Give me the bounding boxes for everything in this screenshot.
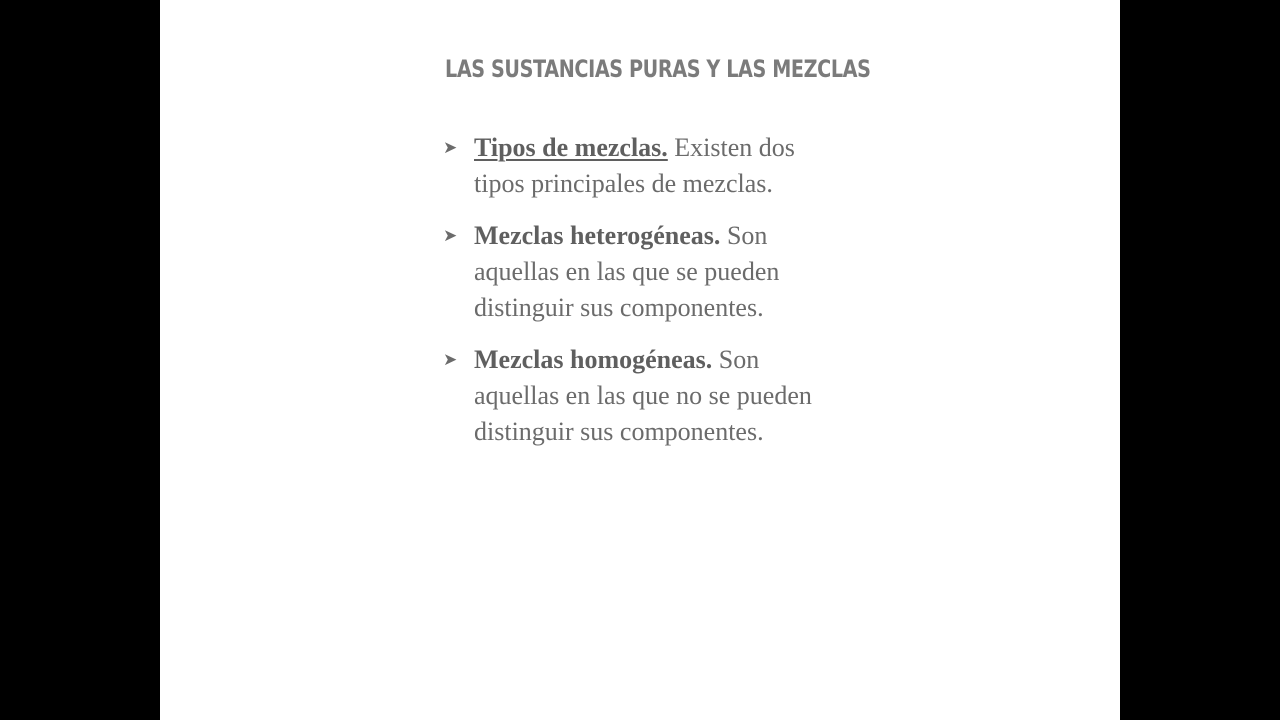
bullet-item-homogeneous	[443, 342, 843, 450]
bullet-term: Tipos de mezclas.	[474, 133, 668, 162]
slide-title: LAS SUSTANCIAS PURAS Y LAS MEZCLAS	[445, 55, 871, 83]
bullet-item-heterogeneous	[443, 218, 843, 326]
arrowhead-bullet-icon: ➤	[443, 350, 458, 370]
bullet-term: Mezclas heterogéneas.	[474, 221, 721, 250]
slide	[160, 0, 1120, 720]
arrowhead-bullet-icon: ➤	[443, 226, 458, 246]
bullet-text: Existen dos tipos principales de mezclas.	[474, 133, 795, 198]
arrowhead-bullet-icon: ➤	[443, 138, 458, 158]
bullet-text: Son aquellas en las que no se pueden distinguir sus componentes.	[474, 345, 812, 446]
bullet-list	[443, 130, 843, 466]
bullet-item-mixture-types	[443, 130, 843, 202]
bullet-text: Son aquellas en las que se pueden distinguir sus componentes.	[474, 221, 780, 322]
bullet-term: Mezclas homogéneas.	[474, 345, 713, 374]
